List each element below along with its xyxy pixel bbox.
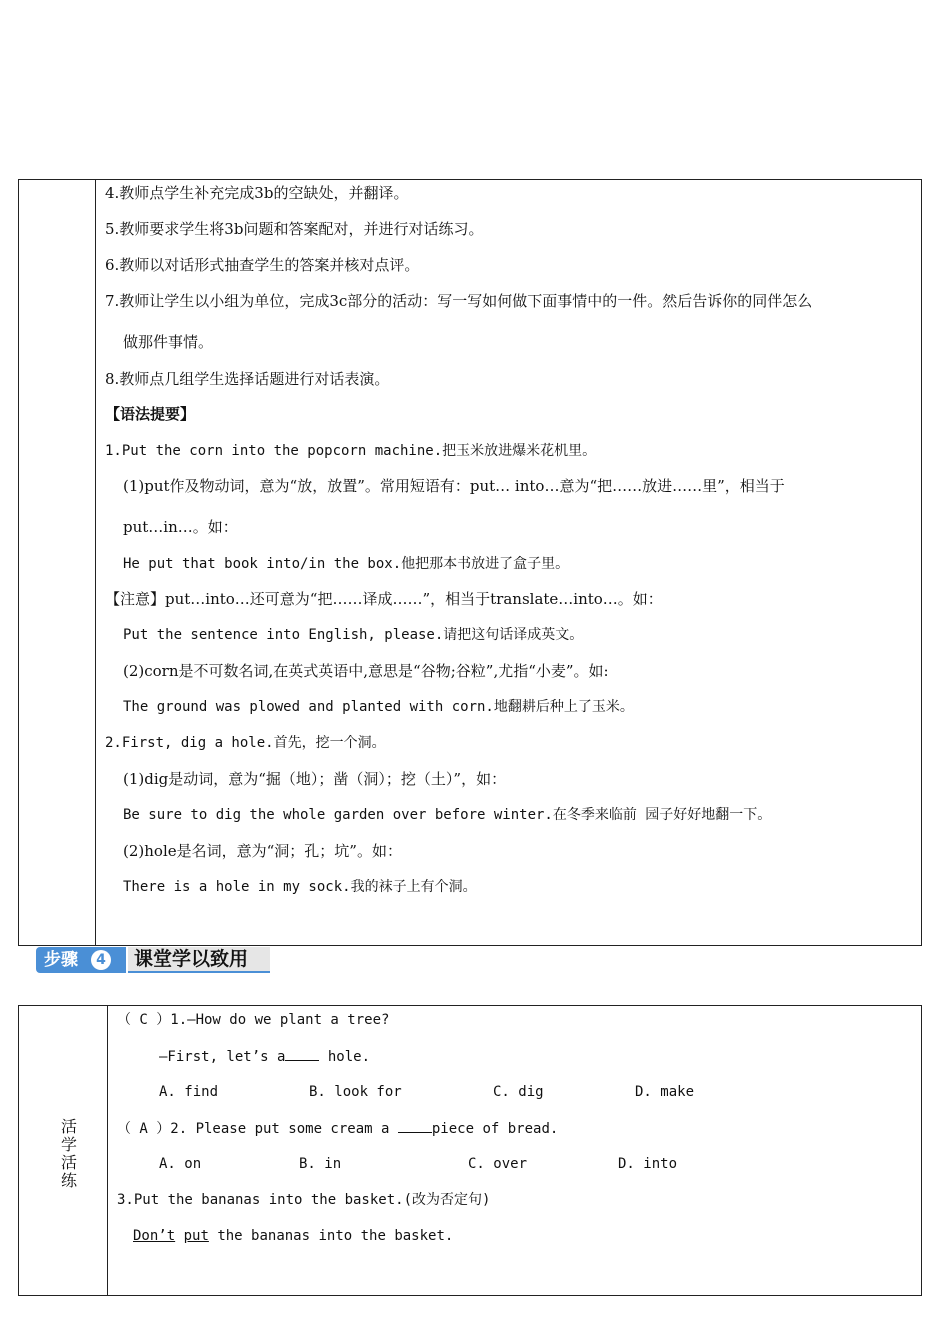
q2-option-d: D. into [618,1156,678,1172]
q2-end: piece of bread. [431,1121,559,1137]
grammar-point-1-1-cont: put…in…。如： [123,518,238,536]
bottom-left-column [19,1006,108,1295]
question-3: 3.Put the bananas into the basket.(改为否定句) [117,1192,491,1208]
step-line-8: 8.教师点几组学生选择话题进行对话表演。 [105,370,390,388]
note-line: 【注意】put…into…还可意为“把……译成……”，相当于translate…into…。如： [105,590,663,608]
q1-option-b: B. look for [309,1084,402,1100]
grammar-point-1-1: (1)put作及物动词，意为“放，放置”。常用短语有：put… into…意为“把……放进……里”，相当于 [123,477,785,495]
question-3-answer [133,1226,453,1246]
q1-blank [285,1046,319,1061]
example-3: The ground was plowed and planted with corn.地翻耕后种上了玉米。 [123,699,634,715]
q1-response-start: —First, let’s a [159,1049,286,1065]
example-5: There is a hole in my sock.我的袜子上有个洞。 [123,879,477,895]
step-number: 4 [91,950,111,970]
question-2 [117,1118,558,1139]
section-header [36,947,270,973]
q2-option-c: C. over [468,1156,528,1172]
grammar-heading: 【语法提要】 [105,405,196,423]
grammar-point-2-1: (1)dig是动词，意为“掘（地）；凿（洞）；挖（土）”，如： [123,770,507,788]
example-2: Put the sentence into English, please.请把这句话译成英文。 [123,627,584,643]
q2-start: （ A ）2. Please put some cream a [117,1121,398,1137]
q3-answer-word-1: Don’t [133,1228,176,1244]
question-1: （ C ）1.—How do we plant a tree? [117,1012,390,1028]
step-line-4: 4.教师点学生补充完成3b的空缺处，并翻译。 [105,184,409,202]
top-left-column [19,180,96,945]
section-title: 课堂学以致用 [128,947,270,973]
grammar-point-2: 2.First, dig a hole.首先，挖一个洞。 [105,735,386,751]
q2-option-b: B. in [299,1156,342,1172]
practice-label: 活学活练 [60,1117,77,1190]
question-1-response [159,1046,370,1067]
top-table [18,179,922,946]
q3-answer-word-2: put [183,1228,209,1244]
grammar-point-2-2: (2)hole是名词，意为“洞；孔；坑”。如： [123,842,402,860]
step-line-7: 7.教师让学生以小组为单位，完成3c部分的活动：写一写如何做下面事情中的一件。然后告诉你的同伴怎么 [105,292,813,310]
step-line-6: 6.教师以对话形式抽查学生的答案并核对点评。 [105,256,420,274]
step-line-7-cont: 做那件事情。 [123,333,214,351]
example-4: Be sure to dig the whole garden over before winter.在冬季来临前 园子好好地翻一下。 [123,807,772,823]
bottom-table [18,1005,922,1296]
q3-answer-rest: the bananas into the basket. [208,1228,454,1244]
q1-option-c: C. dig [493,1084,544,1100]
step-label: 步骤 [44,950,78,970]
example-1: He put that book into/in the box.他把那本书放进了盒子里。 [123,556,570,572]
step-line-5: 5.教师要求学生将3b问题和答案配对，并进行对话练习。 [105,220,484,238]
q1-option-d: D. make [635,1084,695,1100]
q1-option-a: A. find [159,1084,219,1100]
grammar-point-1-2: (2)corn是不可数名词,在英式英语中,意思是“谷物;谷粒”,尤指“小麦”。如: [123,662,609,680]
q2-option-a: A. on [159,1156,202,1172]
step-badge [36,947,126,973]
grammar-point-1: 1.Put the corn into the popcorn machine.把玉米放进爆米花机里。 [105,443,597,459]
q1-response-end: hole. [319,1049,371,1065]
q2-blank [398,1118,432,1133]
